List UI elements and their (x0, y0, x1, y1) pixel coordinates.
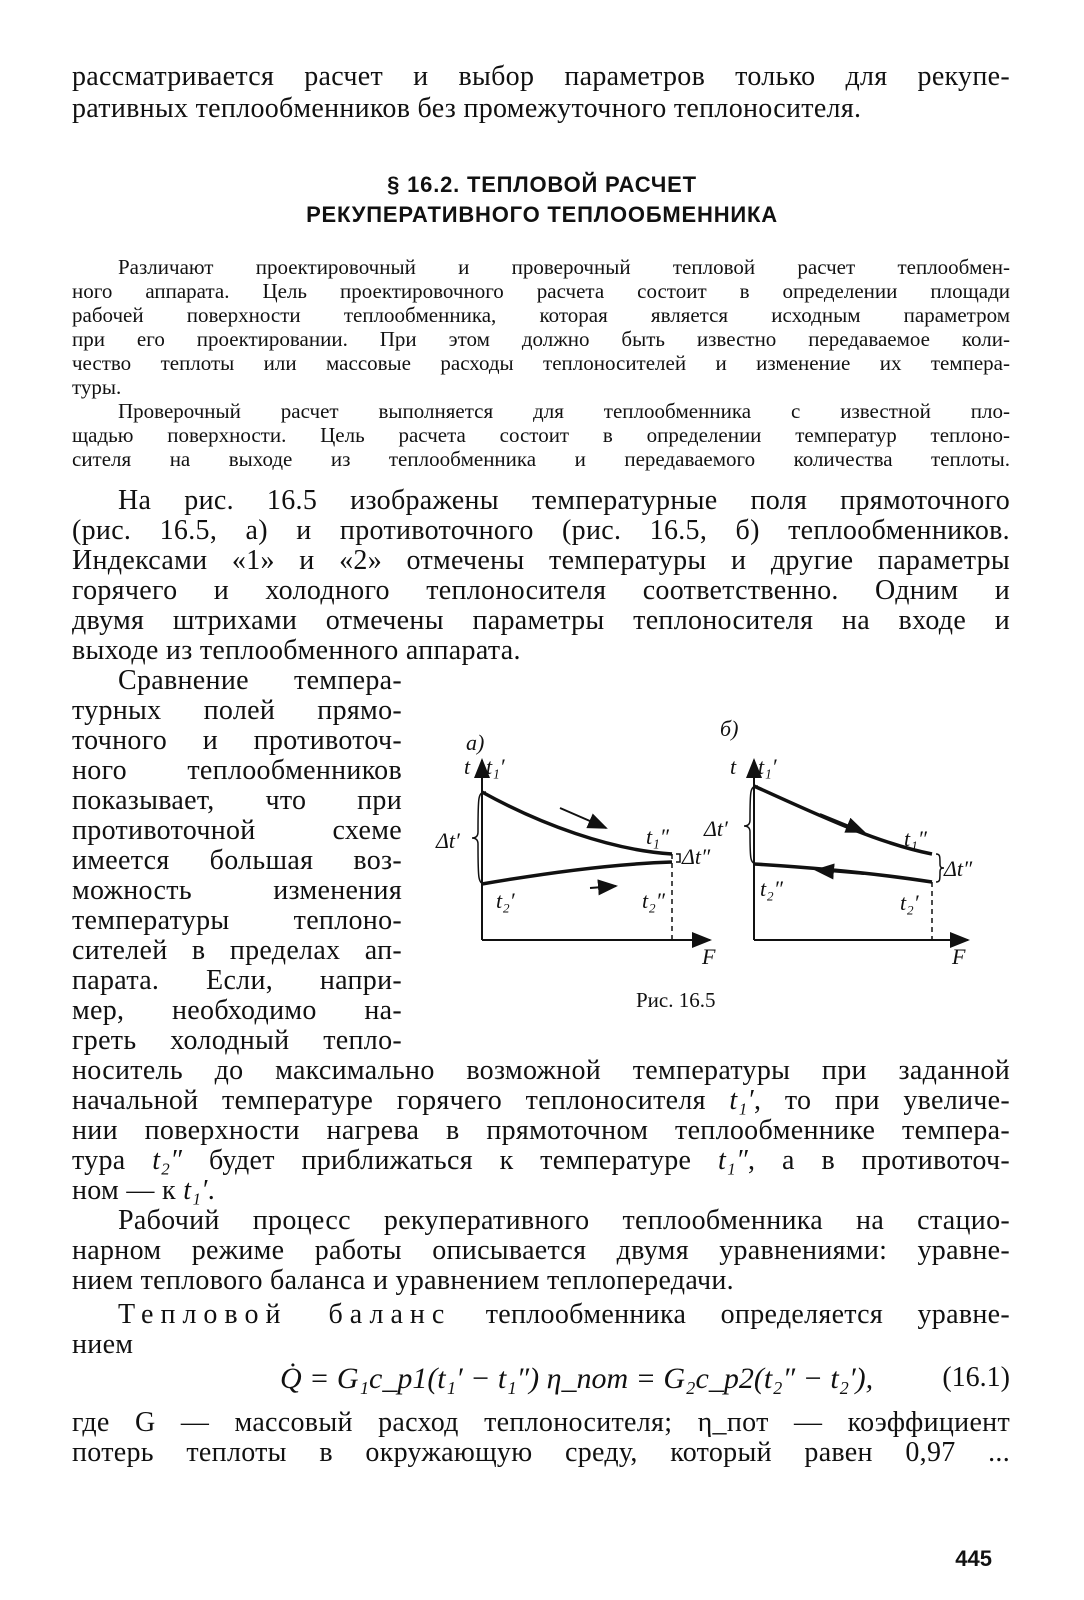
small-p2-line: Проверочный расчет выполняется для теплообменника с известной пло- (118, 399, 1010, 423)
panel-a-cold-curve (482, 862, 672, 884)
small-p1-line: рабочей поверхности теплообменника, которая является исходным параметром (72, 303, 1010, 327)
compare-line: точного и противоточ- (72, 725, 402, 756)
figure-caption: Рис. 16.5 (636, 988, 716, 1012)
para-fig-line: (рис. 16.5, а) и противоточного (рис. 16.5, б) теплообменников. (72, 515, 1010, 546)
process-line: нарном режиме работы описывается двумя уравнениями: уравне- (72, 1235, 1010, 1266)
equation-number: (16.1) (942, 1362, 1010, 1393)
balance-line-1: Тепловой баланс теплообменника определяется уравне- (118, 1299, 1010, 1330)
panel-b-dt-in-brace (744, 786, 758, 864)
compare-line: имеется большая воз- (72, 845, 402, 876)
small-p2-line: щадью поверхности. Цель расчета состоит в определении температур теплоно- (72, 423, 1010, 447)
compare-line: показывает, что при (72, 785, 402, 816)
panel-b-dt-in-label: Δt′ (704, 816, 728, 841)
panel-a-t1-out-label: t₁″ (646, 824, 669, 849)
panel-a-hot-arrow (560, 808, 606, 828)
small-p1-line: туры. (72, 375, 122, 399)
panel-a-t1-in-label: t₁′ (486, 754, 505, 779)
panel-a-dt-out-label: Δt″ (682, 844, 711, 869)
panel-a-hot-curve (482, 792, 672, 854)
para-fig-line: выходе из теплообменного аппарата. (72, 635, 521, 666)
panel-b (703, 716, 973, 969)
compare-line: сителей в пределах ап- (72, 935, 402, 966)
small-p1-line: чество теплоты или массовые расходы теплоносителей и изменение их темпера- (72, 351, 1010, 375)
where-line-2: потерь теплоты в окружающую среду, который равен 0,97 ... (72, 1437, 1010, 1468)
equation-row (72, 1362, 1010, 1402)
panel-a-t2-out-label: t₂″ (642, 888, 665, 913)
panel-a-dt-in-label: Δt′ (436, 828, 460, 853)
intro-line-1: рассматривается расчет и выбор параметров только для рекупе- (72, 61, 1010, 92)
compare-line: парата. Если, напри- (72, 965, 402, 996)
compare-line: греть холодный тепло- (72, 1025, 402, 1056)
compare-line: можность изменения (72, 875, 402, 906)
panel-b-label: б) (720, 716, 739, 741)
small-p1-line: Различают проектировочный и проверочный тепловой расчет теплообмен- (118, 255, 1010, 279)
compare-line: температуры теплоно- (72, 905, 402, 936)
para-fig-line: На рис. 16.5 изображены температурные поля прямоточного (118, 485, 1010, 516)
compare-wide-line-2: начальной температуре горячего теплоносителя t₁′, то при увеличе- (72, 1085, 1010, 1116)
small-p1-line: при его проектировании. При этом должно быть известно передаваемое коли- (72, 327, 1010, 351)
panel-a-t-axis-label: t (464, 754, 471, 779)
page-number: 445 (955, 1546, 992, 1571)
small-p1-line: ного аппарата. Цель проектировочного расчета состоит в определении площади (72, 279, 1010, 303)
intro-line-2: ративных теплообменников без промежуточного теплоносителя. (72, 93, 862, 124)
compare-line: противоточной схеме (72, 815, 402, 846)
section-title-line-1: § 16.2. ТЕПЛОВОЙ РАСЧЕТ (387, 172, 697, 197)
compare-line: Сравнение темпера- (118, 665, 402, 696)
panel-b-t-axis-label: t (730, 754, 737, 779)
compare-wide-line-4: тура t₂″ будет приближаться к температуре t₁″, а в противоточ- (72, 1145, 1011, 1176)
balance-line-2: нием (72, 1329, 134, 1360)
panel-a-cold-arrow (590, 886, 616, 888)
panel-a-t2-in-label: t₂′ (496, 888, 515, 913)
compare-wide-line-1: носитель до максимально возможной температуры при заданной (72, 1055, 1010, 1086)
compare-line: мер, необходимо на- (72, 995, 402, 1026)
panel-b-t2-left-label: t₂″ (760, 876, 783, 901)
panel-b-hot-arrow (820, 814, 864, 832)
panel-a (435, 730, 716, 969)
panel-b-t1-out-label: t₁″ (904, 826, 927, 851)
panel-a-dt-in-brace (472, 792, 486, 884)
panel-a-f-label: F (702, 944, 716, 969)
panel-a-dt-out-brace (676, 854, 680, 862)
compare-wide-line-5: ном — к t₁′. (72, 1175, 216, 1206)
panel-a-label: а) (466, 730, 485, 755)
where-line-1: где G — массовый расход теплоносителя; η_пот — коэффициент (72, 1407, 1010, 1438)
para-fig-line: двумя штрихами отмечены параметры теплоносителя на входе и (72, 605, 1010, 636)
panel-b-f-label: F (952, 944, 966, 969)
process-line: нием теплового баланса и уравнением теплопередачи. (72, 1265, 734, 1296)
para-fig-line: Индексами «1» и «2» отмечены температуры и другие параметры (72, 545, 1010, 576)
compare-wide-line-3: нии поверхности нагрева в прямоточном теплообменнике темпера- (72, 1115, 1010, 1146)
equation-16-1: Q̇ = G₁c_p1(t₁′ − t₁″) η_пот = G₂c_p2(t₂″ − t₂′), (280, 1362, 874, 1395)
process-line: Рабочий процесс рекуперативного теплообменника на стацио- (118, 1205, 1010, 1236)
para-fig-line: горячего и холодного теплоносителя соответственно. Одним и (72, 575, 1010, 606)
panel-b-t2-right-label: t₂′ (900, 890, 919, 915)
section-title-line-2: РЕКУПЕРАТИВНОГО ТЕПЛООБМЕННИКА (306, 202, 778, 227)
compare-line: турных полей прямо- (72, 695, 402, 726)
small-p2-line: сителя на выходе из теплообменника и передаваемого количества теплоты. (72, 447, 1010, 471)
panel-b-t1-in-label: t₁′ (758, 754, 777, 779)
compare-line: ного теплообменников (72, 755, 402, 786)
panel-b-dt-out-label: Δt″ (944, 856, 973, 881)
panel-b-dt-out-brace (936, 854, 944, 882)
